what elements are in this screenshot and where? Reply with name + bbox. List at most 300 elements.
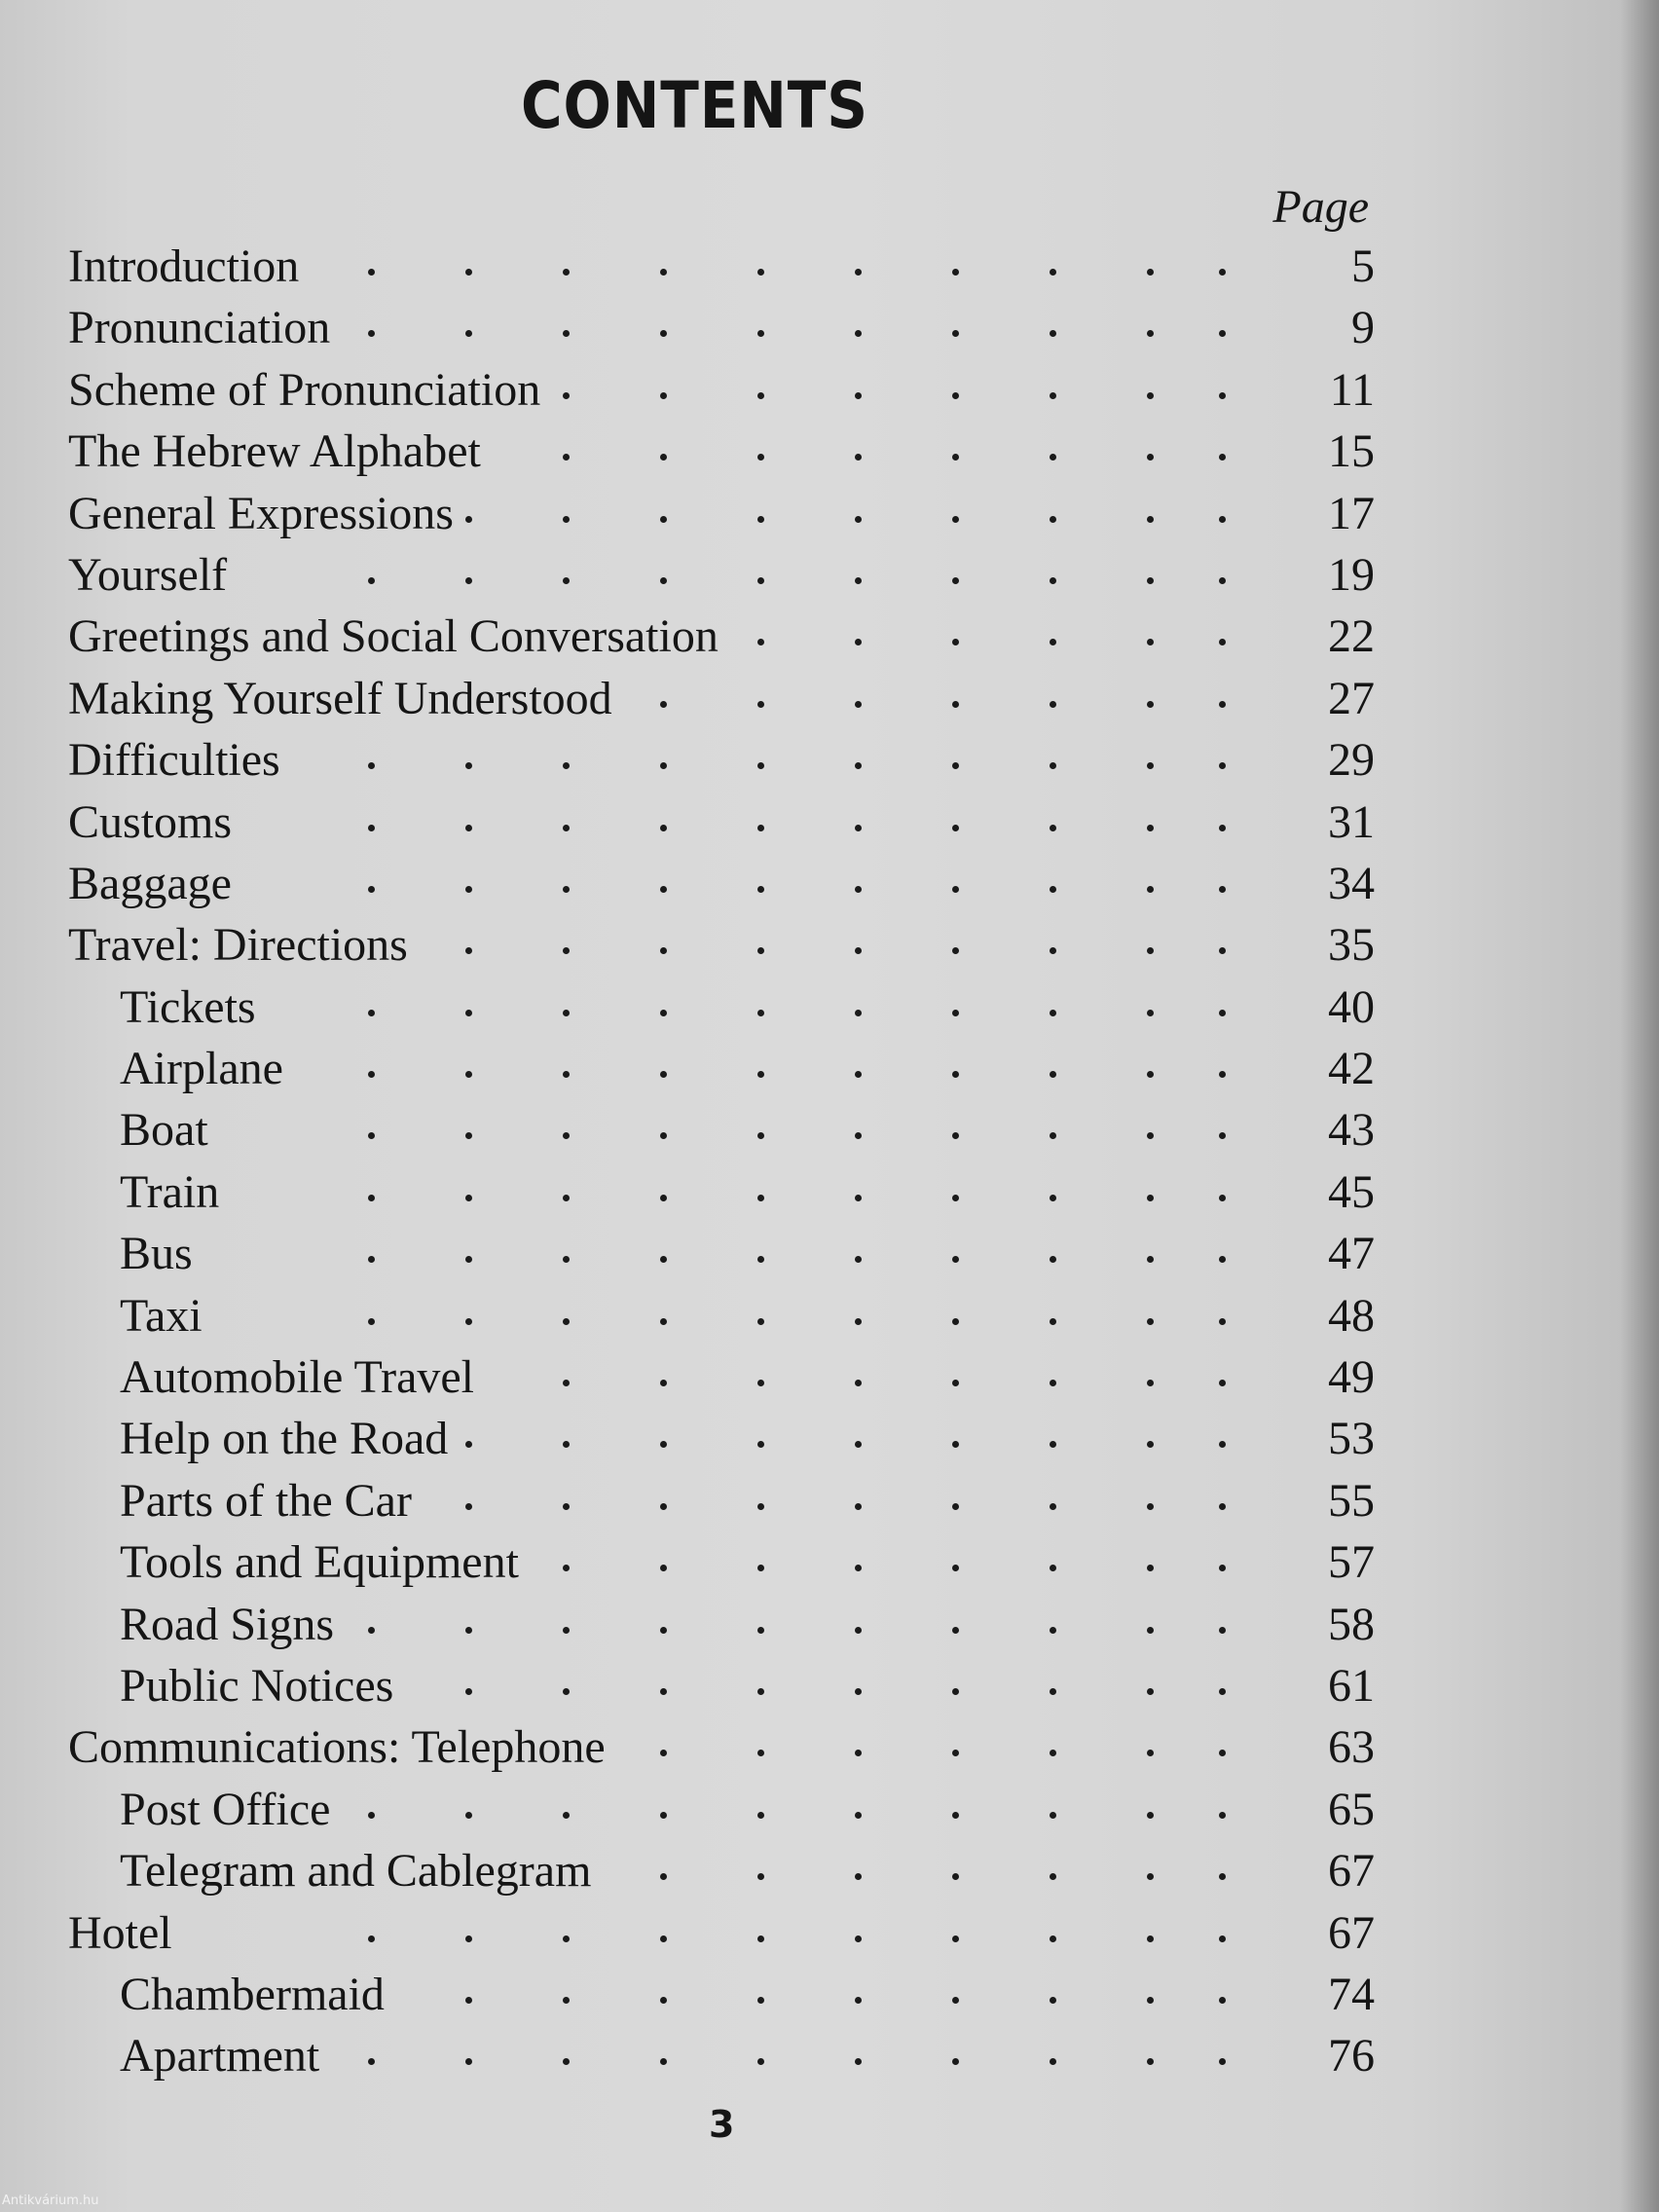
toc-entry-title: Apartment: [120, 2030, 320, 2083]
leader-dot: [368, 1256, 375, 1263]
leader-dot: [660, 516, 667, 523]
toc-entry-page: 17: [1328, 487, 1375, 539]
leader-dot: [465, 1010, 472, 1016]
leader-dot: [952, 639, 959, 645]
leader-dot: [563, 947, 570, 954]
toc-entry-title: Customs: [68, 795, 233, 848]
table-of-contents: [0, 236, 1659, 2087]
leader-dot: [563, 1441, 570, 1448]
leader-dot: [855, 1441, 862, 1448]
leader-dot: [563, 1936, 570, 1942]
leader-dot: [1050, 825, 1056, 831]
leader-dot: [1147, 1750, 1154, 1756]
toc-entry-title: General Expressions: [68, 487, 454, 539]
leader-dot: [1219, 1503, 1226, 1510]
leader-dot: [660, 1997, 667, 2004]
leader-dot: [1219, 1750, 1226, 1756]
leader-dot: [1050, 330, 1056, 337]
toc-entry-title: Chambermaid: [120, 1968, 385, 2020]
leader-dot: [757, 1503, 764, 1510]
leader-dot: [563, 825, 570, 831]
leader-dot: [1147, 1627, 1154, 1634]
leader-dot: [757, 1750, 764, 1756]
leader-dot: [660, 1380, 667, 1386]
leader-dot: [660, 886, 667, 893]
leader-dot: [855, 2058, 862, 2065]
leader-dot: [855, 330, 862, 337]
leader-dot: [368, 577, 375, 584]
leader-dot: [757, 1256, 764, 1263]
toc-entry-title: Train: [120, 1165, 220, 1218]
leader-dot: [1219, 1010, 1226, 1016]
leader-dot: [855, 1565, 862, 1571]
leader-dot: [1147, 269, 1154, 276]
leader-dot: [1050, 1071, 1056, 1078]
leader-dot: [563, 577, 570, 584]
leader-dot: [660, 1071, 667, 1078]
toc-entry-title: Difficulties: [68, 734, 280, 787]
toc-entry: [0, 1716, 1659, 1778]
leader-dot: [757, 639, 764, 645]
leader-dot: [563, 516, 570, 523]
leader-dot: [855, 762, 862, 769]
leader-dot: [660, 1627, 667, 1634]
leader-dot: [1050, 1318, 1056, 1325]
leader-dot: [855, 1380, 862, 1386]
leader-dot: [757, 1873, 764, 1880]
leader-dot: [563, 454, 570, 461]
leader-dot: [757, 269, 764, 276]
leader-dot: [1219, 1873, 1226, 1880]
leader-dot: [660, 577, 667, 584]
leader-dot: [952, 1318, 959, 1325]
leader-dot: [1219, 1688, 1226, 1695]
leader-dot: [1050, 269, 1056, 276]
leader-dot: [1147, 2058, 1154, 2065]
leader-dot: [465, 330, 472, 337]
toc-entry-title: Tools and Equipment: [120, 1536, 519, 1589]
leader-dot: [757, 1565, 764, 1571]
leader-dot: [952, 886, 959, 893]
leader-dot: [465, 516, 472, 523]
leader-dot: [1147, 1010, 1154, 1016]
leader-dot: [660, 1750, 667, 1756]
leader-dot: [1147, 516, 1154, 523]
leader-dot: [563, 1812, 570, 1819]
leader-dot: [1147, 1195, 1154, 1201]
toc-entry-title: Telegram and Cablegram: [120, 1845, 592, 1898]
leader-dot: [1147, 392, 1154, 399]
leader-dot: [1147, 1441, 1154, 1448]
toc-entry: [0, 914, 1659, 976]
leader-dot: [563, 1688, 570, 1695]
toc-entry-page: 19: [1328, 548, 1375, 601]
leader-dot: [855, 701, 862, 708]
leader-dot: [1050, 454, 1056, 461]
leader-dot: [952, 1380, 959, 1386]
leader-dot: [855, 269, 862, 276]
toc-entry-page: 45: [1328, 1165, 1375, 1218]
toc-entry-title: Introduction: [68, 240, 300, 292]
leader-dot: [1147, 1318, 1154, 1325]
leader-dot: [465, 1071, 472, 1078]
toc-entry-title: Making Yourself Understood: [68, 672, 612, 724]
leader-dot: [1219, 1441, 1226, 1448]
leader-dot: [368, 330, 375, 337]
leader-dot: [757, 886, 764, 893]
leader-dot: [1147, 1688, 1154, 1695]
toc-entry-page: 58: [1328, 1598, 1375, 1650]
leader-dot: [465, 269, 472, 276]
leader-dot: [368, 1071, 375, 1078]
page-number: 3: [709, 2103, 735, 2146]
leader-dot: [757, 1195, 764, 1201]
toc-entry: [0, 2025, 1659, 2086]
toc-entry-title: Post Office: [120, 1783, 331, 1835]
leader-dot: [465, 1627, 472, 1634]
leader-dot: [1050, 1627, 1056, 1634]
leader-dot: [660, 1873, 667, 1880]
leader-dot: [1147, 1936, 1154, 1942]
leader-dot: [660, 1318, 667, 1325]
leader-dot: [855, 1195, 862, 1201]
leader-dot: [465, 1997, 472, 2004]
leader-dots: [0, 1099, 1659, 1161]
leader-dots: [0, 1223, 1659, 1284]
toc-entry: [0, 668, 1659, 729]
leader-dot: [1050, 701, 1056, 708]
leader-dot: [1147, 1565, 1154, 1571]
toc-entry-title: Pronunciation: [68, 302, 331, 354]
toc-entry-page: 47: [1328, 1228, 1375, 1280]
leader-dot: [855, 1071, 862, 1078]
leader-dot: [1050, 1873, 1056, 1880]
leader-dot: [1219, 825, 1226, 831]
leader-dot: [660, 1565, 667, 1571]
leader-dot: [465, 1936, 472, 1942]
leader-dot: [757, 947, 764, 954]
leader-dot: [563, 1256, 570, 1263]
leader-dot: [1050, 392, 1056, 399]
leader-dot: [855, 1997, 862, 2004]
leader-dot: [1219, 1565, 1226, 1571]
toc-entry-title: Baggage: [68, 857, 232, 909]
leader-dot: [757, 1318, 764, 1325]
leader-dot: [368, 2058, 375, 2065]
leader-dot: [1147, 886, 1154, 893]
leader-dot: [1050, 1812, 1056, 1819]
toc-entry-page: 67: [1328, 1906, 1375, 1959]
leader-dot: [1147, 762, 1154, 769]
leader-dot: [368, 1627, 375, 1634]
toc-entry-page: 15: [1328, 425, 1375, 478]
toc-entry-title: Greetings and Social Conversation: [68, 610, 719, 663]
leader-dot: [660, 269, 667, 276]
leader-dot: [952, 947, 959, 954]
leader-dot: [660, 825, 667, 831]
toc-entry: [0, 1161, 1659, 1223]
leader-dot: [465, 825, 472, 831]
leader-dot: [1050, 516, 1056, 523]
leader-dot: [1147, 1380, 1154, 1386]
leader-dot: [1219, 516, 1226, 523]
leader-dot: [1147, 577, 1154, 584]
leader-dot: [660, 1132, 667, 1139]
leader-dot: [563, 762, 570, 769]
leader-dot: [1219, 1812, 1226, 1819]
leader-dot: [1219, 947, 1226, 954]
leader-dot: [952, 1071, 959, 1078]
toc-entry-page: 48: [1328, 1289, 1375, 1342]
leader-dot: [757, 1010, 764, 1016]
toc-entry-title: Taxi: [120, 1289, 203, 1342]
toc-entry: [0, 1779, 1659, 1840]
leader-dot: [1147, 1812, 1154, 1819]
leader-dot: [660, 1936, 667, 1942]
toc-entry: [0, 421, 1659, 482]
toc-entry-page: 40: [1328, 980, 1375, 1033]
leader-dot: [1050, 1441, 1056, 1448]
leader-dot: [563, 1195, 570, 1201]
toc-entry-page: 53: [1328, 1413, 1375, 1465]
leader-dot: [855, 516, 862, 523]
leader-dot: [465, 886, 472, 893]
watermark: Antikvárium.hu: [2, 2194, 99, 2208]
toc-entry-title: Communications: Telephone: [68, 1721, 606, 1774]
toc-entry-title: Automobile Travel: [120, 1351, 475, 1404]
leader-dot: [1050, 886, 1056, 893]
toc-entry: [0, 1346, 1659, 1408]
leader-dot: [757, 577, 764, 584]
leader-dot: [952, 454, 959, 461]
toc-entry-page: 49: [1328, 1351, 1375, 1404]
leader-dot: [1147, 454, 1154, 461]
leader-dot: [855, 1503, 862, 1510]
leader-dot: [1219, 454, 1226, 461]
toc-entry-page: 42: [1328, 1043, 1375, 1095]
leader-dot: [563, 1318, 570, 1325]
leader-dot: [952, 1873, 959, 1880]
toc-entry-page: 57: [1328, 1536, 1375, 1589]
toc-entry-page: 5: [1351, 240, 1375, 292]
leader-dot: [465, 577, 472, 584]
leader-dot: [465, 762, 472, 769]
toc-entry: [0, 792, 1659, 853]
leader-dot: [952, 1627, 959, 1634]
leader-dot: [952, 1256, 959, 1263]
leader-dot: [465, 1812, 472, 1819]
toc-entry-page: 29: [1328, 734, 1375, 787]
leader-dot: [1219, 1195, 1226, 1201]
leader-dot: [952, 1195, 959, 1201]
toc-entry-page: 67: [1328, 1845, 1375, 1898]
leader-dot: [1050, 1132, 1056, 1139]
leader-dot: [1050, 947, 1056, 954]
leader-dot: [855, 886, 862, 893]
leader-dot: [1219, 1627, 1226, 1634]
leader-dot: [757, 1627, 764, 1634]
leader-dot: [952, 762, 959, 769]
leader-dot: [757, 1936, 764, 1942]
leader-dot: [1147, 330, 1154, 337]
leader-dot: [757, 2058, 764, 2065]
leader-dot: [952, 2058, 959, 2065]
leader-dot: [757, 1132, 764, 1139]
leader-dot: [660, 1010, 667, 1016]
leader-dot: [368, 886, 375, 893]
toc-entry-title: Road Signs: [120, 1598, 335, 1650]
leader-dot: [855, 1318, 862, 1325]
leader-dot: [757, 392, 764, 399]
contents-title: CONTENTS: [521, 68, 869, 143]
leader-dots: [0, 853, 1659, 914]
leader-dot: [1219, 330, 1226, 337]
toc-entry: [0, 1594, 1659, 1655]
leader-dot: [1219, 1132, 1226, 1139]
leader-dot: [1219, 1256, 1226, 1263]
leader-dot: [368, 1318, 375, 1325]
leader-dot: [660, 1688, 667, 1695]
toc-entry: [0, 236, 1659, 297]
leader-dot: [952, 1441, 959, 1448]
leader-dot: [1147, 947, 1154, 954]
leader-dot: [855, 1256, 862, 1263]
leader-dot: [952, 1010, 959, 1016]
toc-entry-page: 76: [1328, 2030, 1375, 2083]
toc-entry-page: 31: [1328, 795, 1375, 848]
leader-dot: [855, 639, 862, 645]
leader-dot: [1050, 1380, 1056, 1386]
leader-dot: [368, 269, 375, 276]
toc-entry-page: 74: [1328, 1968, 1375, 2020]
toc-entry: [0, 1408, 1659, 1469]
leader-dot: [952, 577, 959, 584]
leader-dot: [952, 1132, 959, 1139]
toc-entry: [0, 1902, 1659, 1964]
leader-dot: [757, 454, 764, 461]
leader-dot: [757, 1688, 764, 1695]
leader-dot: [1219, 1380, 1226, 1386]
leader-dot: [563, 2058, 570, 2065]
leader-dot: [465, 947, 472, 954]
leader-dot: [563, 1071, 570, 1078]
leader-dot: [660, 1195, 667, 1201]
leader-dot: [1147, 701, 1154, 708]
leader-dot: [1050, 2058, 1056, 2065]
leader-dot: [563, 330, 570, 337]
leader-dot: [563, 1503, 570, 1510]
leader-dot: [952, 825, 959, 831]
leader-dot: [1050, 1503, 1056, 1510]
toc-entry: [0, 544, 1659, 606]
toc-entry: [0, 853, 1659, 914]
toc-entry: [0, 1531, 1659, 1593]
toc-entry: [0, 1038, 1659, 1099]
leader-dot: [368, 825, 375, 831]
leader-dot: [660, 701, 667, 708]
leader-dot: [855, 825, 862, 831]
leader-dot: [660, 392, 667, 399]
leader-dot: [757, 516, 764, 523]
toc-entry-page: 65: [1328, 1783, 1375, 1835]
leader-dot: [952, 1503, 959, 1510]
leader-dot: [1219, 639, 1226, 645]
leader-dot: [660, 947, 667, 954]
toc-entry-title: Help on the Road: [120, 1413, 449, 1465]
leader-dot: [563, 392, 570, 399]
leader-dot: [952, 392, 959, 399]
toc-entry-title: Tickets: [120, 980, 256, 1033]
leader-dot: [465, 1132, 472, 1139]
leader-dot: [855, 454, 862, 461]
leader-dot: [757, 701, 764, 708]
leader-dot: [1219, 1071, 1226, 1078]
leader-dot: [855, 1688, 862, 1695]
leader-dot: [1147, 1071, 1154, 1078]
toc-entry-page: 43: [1328, 1104, 1375, 1157]
leader-dot: [465, 1195, 472, 1201]
leader-dot: [952, 1565, 959, 1571]
leader-dot: [660, 1441, 667, 1448]
leader-dots: [0, 1902, 1659, 1964]
leader-dot: [1219, 2058, 1226, 2065]
leader-dot: [368, 1010, 375, 1016]
toc-entry: [0, 483, 1659, 544]
leader-dots: [0, 1161, 1659, 1223]
toc-entry-page: 11: [1329, 363, 1375, 416]
leader-dot: [1050, 577, 1056, 584]
leader-dot: [1219, 577, 1226, 584]
toc-entry: [0, 1223, 1659, 1284]
toc-entry-title: Public Notices: [120, 1659, 394, 1712]
toc-entry-title: Yourself: [68, 548, 228, 601]
leader-dot: [1219, 701, 1226, 708]
leader-dot: [757, 1380, 764, 1386]
leader-dot: [855, 947, 862, 954]
toc-entry-title: Scheme of Pronunciation: [68, 363, 541, 416]
leader-dot: [563, 1380, 570, 1386]
leader-dot: [465, 1256, 472, 1263]
leader-dot: [660, 454, 667, 461]
toc-entry: [0, 729, 1659, 791]
leader-dots: [0, 1285, 1659, 1346]
leader-dot: [855, 392, 862, 399]
toc-entry-page: 27: [1328, 672, 1375, 724]
toc-entry-title: Bus: [120, 1228, 193, 1280]
toc-entry-page: 34: [1328, 857, 1375, 909]
leader-dot: [952, 269, 959, 276]
leader-dot: [1147, 639, 1154, 645]
leader-dot: [660, 1503, 667, 1510]
leader-dots: [0, 544, 1659, 606]
leader-dot: [1050, 1195, 1056, 1201]
toc-entry: [0, 297, 1659, 358]
leader-dot: [1050, 1688, 1056, 1695]
toc-entry-page: 63: [1328, 1721, 1375, 1774]
toc-entry-page: 61: [1328, 1659, 1375, 1712]
leader-dot: [952, 1750, 959, 1756]
leader-dot: [1050, 639, 1056, 645]
leader-dot: [368, 1812, 375, 1819]
page-column-header: Page: [1272, 181, 1369, 233]
leader-dot: [757, 1441, 764, 1448]
leader-dot: [1050, 1010, 1056, 1016]
toc-entry: [0, 606, 1659, 667]
leader-dot: [1219, 269, 1226, 276]
leader-dot: [1219, 392, 1226, 399]
leader-dot: [1050, 1256, 1056, 1263]
leader-dot: [465, 1318, 472, 1325]
